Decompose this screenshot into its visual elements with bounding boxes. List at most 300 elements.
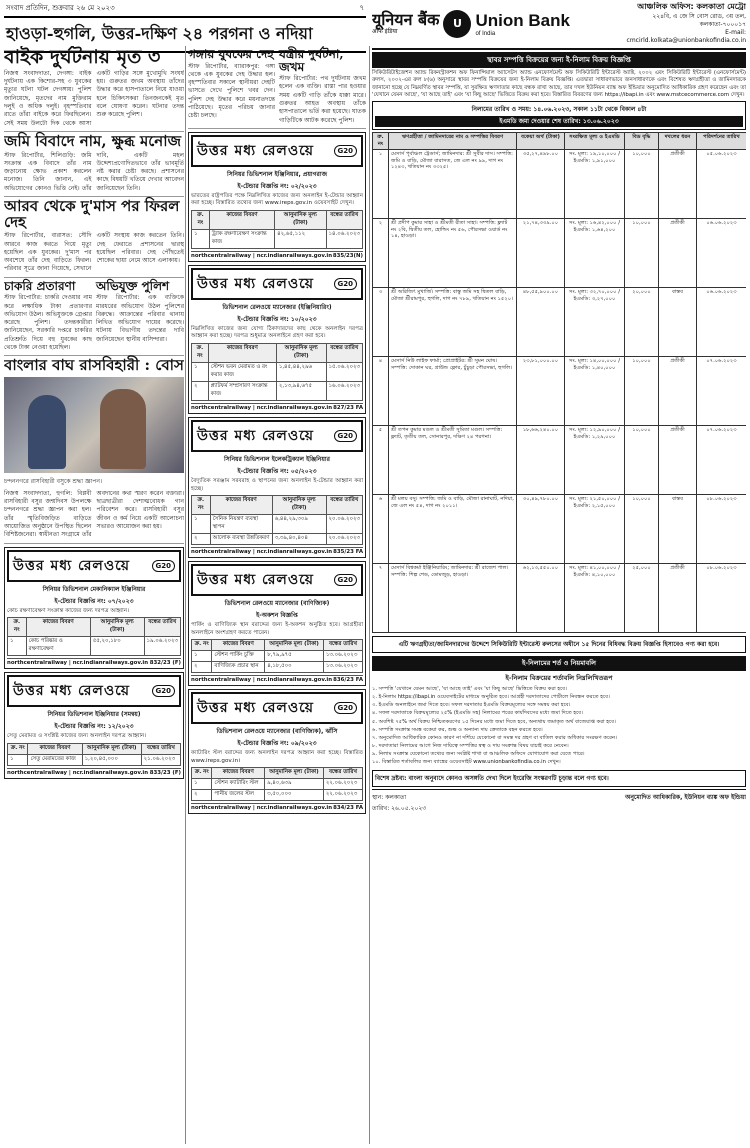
cell-value: ২,১৩,৯৪,৬৭৫ [276,381,326,400]
tender-footer [7,658,181,666]
notice-body: সিকিউরিটাইজেশন অ্যান্ড রিকনস্ট্রাকশন অফ ফিনান্সিয়াল অ্যাসেটস অ্যান্ড এনফোর্সমেন্ট অফ সিকিউরিটি ইন্টারেস্ট অ্যাক্ট, ২০০২ এবং সিকিউরিটি ইন্টারেস্ট (এনফোর্সমেন্ট) রুলস, ২০০২-এর রুল ৮(৬) অনুসারে স্থাবর সম্পত্তি বিক্রয়ের জন্য ই-নিলাম বিক্রয় বিজ্ঞপ্তি। এতদ্বারা সাধারণভাবে জনসাধারণকে এবং বিশেষত ঋণগ্রহীতা ও জামিনদারকে জানানো হচ্ছে যে নিম্নবর্ণিত স্থাবর সম্পত্তি, যা সুরক্ষিত ঋণদাতার কাছে বন্ধক রাখা আছে, তার দখল ইউনিয়ন ব্যাঙ্ক অফ ইন্ডিয়ার অনুমোদিত আধিকারিক গ্রহণ করেছেন এবং তা 'যেখানে যেমন আছে', 'যা আছে তাই' এবং 'যা কিছু আছে' ভিত্তিতে বিক্রয় করা হবে। বিস্তারিত বিবরণের জন্য https://ibapi.in এবং www.mstcecommerce.com দেখুন। [372,70,746,99]
tender-footer [191,803,363,811]
cell-amount: ৪৮,৫৫,৯০০.০০ [517,287,565,356]
term-item: ১. সম্পত্তি 'যেখানে যেমন আছে', 'যা আছে তাই' এবং 'যা কিছু আছে' ভিত্তিতে বিক্রয় করা হবে। [372,685,567,692]
headline: চাকরি প্রতারণা [4,278,76,293]
cell-desc: স্টেশন পার্কিং চুক্তি [212,651,265,662]
railway-handles: northcentralrailway | ncr.indianrailways.gov.in [191,404,333,411]
tender-footer [191,547,363,555]
table-row [192,229,363,248]
page-number: ৭ [359,4,364,12]
cell-desc: মেসার্স পূর্বাঞ্চল ট্রেডার্স; জামিনদার: শ্রী সুবীর দাস। সম্পত্তি: জমি ও বাড়ি, মৌজা বারাসত, জে এল নং ৯৯, দাগ নং ১২৪৩, খতিয়ান নং ৩৩২৫। [389,149,517,218]
cell-desc: আলোক ব্যবস্থা উন্নতিকরণ [210,534,272,545]
ad-code: 836/23 FA [333,677,363,684]
cell-date: ২০.০৬.২০২৩ [326,515,363,534]
table-row [192,362,363,381]
table-header-row [192,768,363,779]
article-body-returned [4,197,184,278]
article-body: স্টাফ রিপোর্টার, ব্যারাকপুর: গঙ্গা থেকে এক যুবকের দেহ উদ্ধার হল। বৃহস্পতিবার সকালে স্থানীয়রা দেহটি ভাসতে দেখে পুলিশে খবর দেন। পুলিশ দেহ উদ্ধার করে ময়নাতদন্তে পাঠিয়েছে। মৃতের পরিচয় জানার চেষ্টা চলছে। [188,62,275,120]
notice-title: স্থাবর সম্পত্তি বিক্রয়ের জন্য ই-নিলাম বিক্রয় বিজ্ঞপ্তি [372,52,746,68]
cell-value: ৪২,৬৫,১১২ [275,229,326,248]
cell-amount: ২১,৭৪,৩৩৯.০০ [517,218,565,287]
cell-date: ২২.০৬.২০২৩ [323,790,362,801]
col-sl: ক্র. নং [192,768,212,779]
table-header-row [373,133,747,150]
g20-logo-icon: G20 [152,685,176,697]
railway-header [191,564,363,596]
railway-name: উত্তর মধ্য রেলওয়ে [197,142,315,159]
cell-sl: ১ [8,754,28,765]
office-address: ২২৪বি, এ জে সি বোস রোড, ৩য় তল, কলকাতা-৭০০০১৭ [652,12,746,28]
article-bike-accident [4,46,184,132]
cell-sl: ৩ [373,287,389,356]
tender-authority: সিনিয়র ডিভিশনাল ইঞ্জিনিয়ার (সমন্বয়) [47,711,141,719]
article-body: স্টাফ রিপোর্টার, বারাসত: সৌদি আরবে কাজ করতে গিয়ে মৃত্যু হয়েছিল এক যুবকের। দু'মাস পর অবশেষে তাঁর দেহ বাড়িতে ফিরল। পরিবার সূত্রে জানা গিয়েছে, সেখানে একটি সংস্থায় কাজ করতেন তিনি। দেহ ফেরাতে প্রশাসনের দ্বারস্থ হয়েছিল পরিবার। দেহ পৌঁছতেই শোকের ছায়া নেমে আসে এলাকায়। [4,232,184,273]
terms-subtitle: ই-নিলাম বিক্রয়ের শর্তাবলি নিম্নলিখিতরূপ [505,673,613,682]
tender-footer [191,675,363,683]
tender-table [191,767,363,801]
cell-sl: ২ [192,790,212,801]
cell-possession: প্রতীকী [659,356,697,425]
bank-hindi-name [372,12,439,35]
cell-inspection: ০৮.০৬.২০২৩ [697,563,747,632]
cell-value: ৪,১৮,৫০০ [265,662,324,673]
cell-inspection: ০৫.০৬.২০২৩ [697,149,747,218]
notice-date: তারিখ: ২৬.০৫.২০২৩ [372,804,427,812]
bank-logo-icon: U [443,10,471,38]
railway-tender-ad [188,561,366,686]
headline: গঙ্গায় যুবকের দেহ [188,47,274,61]
photo-figure [28,395,66,469]
tender-table [191,639,363,673]
table-row [8,754,181,765]
table-header-row [192,343,363,362]
headline: বাংলার বাঘ রাসবিহারী : বোস [4,356,184,375]
terms-list [372,686,746,767]
railway-header [191,692,363,724]
signatory: অনুমোদিত আধিকারিক, ইউনিয়ন ব্যাঙ্ক অফ ইন্ডিয়া [625,793,746,801]
section-title-text: হাওড়া-হুগলি, উত্তর-দক্ষিণ ২৪ পরগনা ও নদিয়া [6,24,313,43]
cell-bid: ২৫,০০০ [625,563,659,632]
table-row [373,563,747,632]
cell-reserve: সং. মূল্য: ৪১,০০,০০০ / ইএমডি: ৪,১০,০০০ [565,563,625,632]
emd-line: ইএমডি জমা দেওয়ার শেষ তারিখ: ১৩.০৬.২০২৩ [375,116,743,127]
cell-value: ১,৪৫,৪৪,২৯৬ [276,362,326,381]
cell-value: ৩,৩৯,৪০,৪০৪ [272,534,326,545]
table-row [192,651,363,662]
photo-caption: চন্দননগরে রাসবিহারী বসুকে শ্রদ্ধা জ্ঞাপন। [4,477,103,485]
col-desc: কাজের বিবরণ [209,210,274,229]
table-header-row [192,210,363,229]
col-value: আনুমানিক মূল্য (টাকা) [82,743,141,754]
cell-desc: ট্র্যাক রক্ষণাবেক্ষণ সংক্রান্ত কাজ [209,229,274,248]
railway-tender-ad [188,417,366,558]
tender-authority: ডিভিশনাল রেলওয়ে ম্যানেজার (বাণিজ্যিক), ঝাঁসি [216,728,338,736]
cell-desc: সেতু মেরামতের কাজ [28,754,82,765]
table-row [373,494,747,563]
cell-inspection: ০৬.০৬.২০২৩ [697,218,747,287]
cell-amount: ৬২,১৩,৫৫০.০০ [517,563,565,632]
cell-sl: ৪ [373,356,389,425]
bank-hindi-title: यूनियन बैंक [372,10,440,30]
railway-tender-ad [4,672,184,779]
cell-sl: ৭ [373,563,389,632]
headline: বাইক দুর্ঘটনায় মৃত ৩ [4,46,161,68]
cell-inspection: ০৬.০৬.২০২৩ [697,287,747,356]
col-desc: কাজের বিবরণ [212,640,265,651]
cell-desc: শ্রী অরিজিৎ মুখার্জি। সম্পত্তি: বাস্তু জমি সহ দ্বিতল বাড়ি, মৌজা শ্রীরামপুর, হুগলি, দাগ নং ৭৮৯, খতিয়ান নং ১৫২০। [389,287,517,356]
cell-desc: কোচ পরিষ্কার ও রক্ষণাবেক্ষণ [26,637,90,656]
tender-authority: ডিভিশনাল রেলওয়ে ম্যানেজার (বাণিজ্যিক) [224,600,330,608]
cell-possession: প্রতীকী [659,149,697,218]
statutory-note: এটি ঋণগ্রহীতা/জামিনদারদের উদ্দেশে সিকিউরিটি ইন্টারেস্ট রুলসের অধীনে ১৫ দিনের বিধিবদ্ধ বিক্রয় বিজ্ঞপ্তি হিসাবেও গণ্য করা হবে। [372,636,746,653]
tender-footer [191,251,363,259]
railway-handles: northcentralrailway | ncr.indianrailways.gov.in [7,769,149,776]
cell-possession: বাস্তব [659,494,697,563]
tender-table [7,743,181,766]
article-land-dispute [4,132,184,197]
col-header: সংরক্ষিত মূল্য ও ইএমডি [565,133,625,150]
tender-table [191,495,363,545]
cell-sl: ২ [192,381,209,400]
railway-tender-ad [188,265,366,414]
cell-reserve: সং. মূল্য: ১২,৯০,০০০ / ইএমডি: ১,২৯,০০০ [565,425,625,494]
col-header: ঋণগ্রহীতা / জামিনদারের নাম ও সম্পত্তির বিবরণ [389,133,517,150]
col-value: আনুমানিক মূল্য (টাকা) [265,768,324,779]
cell-date: ১৬.০৬.২০২৩ [326,381,362,400]
cell-desc: সৈনিক নিয়ন্ত্রণ ব্যবস্থা স্থাপন [210,515,272,534]
auction-date-band [372,101,746,130]
col-desc: কাজের বিবরণ [208,343,276,362]
col-desc: কাজের বিবরণ [26,618,90,637]
term-item: ৫. অবশিষ্ট ৭৫% অর্থ বিক্রয় নিশ্চিতকরণের ১৫ দিনের মধ্যে জমা দিতে হবে, অন্যথায় জমাকৃত অর্থ বাজেয়াপ্ত করা হবে। [372,718,616,725]
cell-possession: প্রতীকী [659,563,697,632]
table-row [192,534,363,545]
tender-footer [191,403,363,411]
cell-sl: ১ [192,651,212,662]
warning-note: বিশেষ দ্রষ্টব্য: বাংলা অনুবাদে কোনও অসঙ্গতি দেখা দিলে ইংরেজি সংস্করণটি চূড়ান্ত বলে গণ্য হবে। [372,770,746,787]
cell-sl: ১ [192,515,211,534]
article-body: স্টাফ রিপোর্টার: চাকরি দেওয়ার নাম করে লক্ষাধিক টাকা প্রতারণার অভিযোগ উঠল। অভিযুক্তকে গ্রেপ্তার করেছে পুলিশ। তদন্তকারীরা জানিয়েছেন, সরকারি দপ্তরে চাকরির প্রতিশ্রুতি দিয়ে বহু যুবকের কাছ থেকে টাকা নেওয়া হয়েছিল। [4,294,92,351]
tender-ref: ই-টেন্ডার বিজ্ঞপ্তি নং: ০৭/২০২৩ [54,597,134,605]
term-item: ২. ই-নিলাম https://ibapi.in ওয়েবসাইটের মাধ্যমে অনুষ্ঠিত হবে। আগ্রহী দরদাতাদের পোর্টালে নিবন্ধন করতে হবে। [372,694,610,701]
ad-code: 832/23 (F) [149,660,181,667]
tender-authority: সিনিয়র ডিভিশনাল মেকানিক্যাল ইঞ্জিনিয়ার [42,585,146,593]
cell-value: ৫৫,২০,১৮০ [90,637,144,656]
cell-sl: ১ [192,362,209,381]
railway-name: উত্তর মধ্য রেলওয়ে [197,700,315,717]
tender-ref: ই-টেন্ডার বিজ্ঞপ্তি নং: ১০/২০২৩ [237,315,317,323]
cell-desc: পানীয় জলের স্টল [212,790,265,801]
cell-bid: ২০,০০০ [625,287,659,356]
term-item: ৮. দরদাতারা নিলামের আগে নিজ দায়িত্বে সম্পত্তির স্বত্ব ও দায় সংক্রান্ত বিষয় যাচাই করে নেবেন। [372,743,569,750]
railway-header [191,420,363,452]
table-row [192,662,363,673]
cell-inspection: ০৭.০৬.২০২৩ [697,425,747,494]
tender-body: সেতু মেরামত ও সংশ্লিষ্ট কাজের জন্য অনলাইন দরপত্র আহ্বান। [7,733,147,740]
tender-table [7,617,181,656]
bank-header [372,2,746,50]
table-header-row [8,743,181,754]
cell-bid: ১০,০০০ [625,494,659,563]
tender-body: নিম্নলিখিত কাজের জন্য যোগ্য ঠিকাদারদের কাছ থেকে অনলাইন দরপত্র আহ্বান করা হচ্ছে। দরপত্র শুধুমাত্র অনলাইনে গ্রহণ করা হবে। [191,325,363,340]
cell-value: ৬,৪৪,২৯,৩০৯ [272,515,326,534]
cell-possession: প্রতীকী [659,425,697,494]
article-body: স্টাফ রিপোর্টার: এক ব্যক্তিকে মারধরের অভিযোগ উঠল পুলিশের বিরুদ্ধে। আক্রান্তের পরিবার থানায় লিখিত অভিযোগ দায়ের করেছে। ঘটনায় বিভাগীয় তদন্তের দাবি জানিয়েছেন স্থানীয় বাসিন্দারা। [96,294,184,343]
cell-date: ১৫.০৬.২০২৩ [326,362,362,381]
cell-inspection: ০৮.০৬.২০২৩ [697,494,747,563]
tender-ref: ই-টেন্ডার বিজ্ঞপ্তি নং: ০৫/২০২৩ [237,467,317,475]
article-body: স্টাফ রিপোর্টার, শিলিগুড়ি: জমি সংক্রান্ত এক বিবাদে তাঁর নাম জড়ানোয় ক্ষোভ প্রকাশ করলেন মনোজ। তিনি জানান, এই অভিযোগের কোনও ভিত্তি নেই। তাঁর দাবি, একটি মহল উদ্দেশ্যপ্রণোদিতভাবে তাঁর ভাবমূর্তি নষ্ট করার চেষ্টা করছে। প্রশাসনের কাছে বিষয়টি খতিয়ে দেখার আবেদন জানিয়েছেন তিনি। [4,151,184,192]
cell-possession: প্রতীকী [659,218,697,287]
term-item: ৯. নিলাম সংক্রান্ত যেকোনো তথ্যের জন্য সংশ্লিষ্ট শাখা বা আঞ্চলিক অফিসে যোগাযোগ করা যেতে পারে। [372,751,585,758]
ad-code: 835/23 FA [333,549,363,556]
office-title: আঞ্চলিক অফিস: কলকাতা মেট্রো [637,2,746,11]
g20-logo-icon: G20 [334,278,358,290]
cell-date: ১৩.০৬.২০২৩ [323,651,362,662]
cell-value: ১,২০,৪৫,০০০ [82,754,141,765]
cell-desc: শ্রী মলয় বসু। সম্পত্তি: জমি ও বাড়ি, মৌজা রানাঘাট, নদিয়া, জে এল নং ৫৪, দাগ নং ২০১১। [389,494,517,563]
table-row [8,637,181,656]
tender-body: ক্যাটারিং স্টল বরাদ্দের জন্য অনলাইন দরপত্র আহ্বান করা হচ্ছে। বিস্তারিত www.ireps.gov.in। [191,750,363,764]
railway-name: উত্তর মধ্য রেলওয়ে [13,683,131,700]
railway-header [191,268,363,300]
col-sl: ক্র. নং [8,743,28,754]
headline: আরব থেকে দু'মাস পর ফিরল দেহ [4,196,180,231]
article-body: স্টাফ রিপোর্টার: পথ দুর্ঘটনায় জখম হলেন এক ব্যক্তি। রাস্তা পার হওয়ার সময় একটি গাড়ি তাঁকে ধাক্কা মারে। গুরুতর আহত অবস্থায় তাঁকে হাসপাতালে ভর্তি করা হয়েছে। ঘাতক গাড়িটিকে আটক করেছে পুলিশ। [279,75,366,124]
tender-footer [7,768,181,776]
col-date: বন্ধের তারিখ [144,618,180,637]
article-body: নিজস্ব সংবাদদাতা, দেগঙ্গা: বাইক দুর্ঘটনায় এক কিশোর-সহ ৩ যুবকের মৃত্যুর ঘটনা ঘটল দেগঙ্গায়। পুলিশ জানিয়েছে, মৃতদের নাম মুক্তিরাম দলুই ও অধিক দলুই। বৃহস্পতিবার রাতে তাঁরা বাইকে করে ফিরছিলেন। সেই সময় উলটো দিক থেকে আসা একটি গাড়ির সঙ্গে মুখোমুখি সংঘর্ষ হয়। গুরুতর জখম অবস্থায় তাঁদের উদ্ধার করে হাসপাতালে নিয়ে যাওয়া হলে চিকিৎসকরা তিনজনকেই মৃত বলে ঘোষণা করেন। ঘটনার তদন্ত শুরু করেছে পুলিশ। [4,69,184,127]
cell-date: ২২.০৬.২০২৩ [323,779,362,790]
tender-ref: ই-টেন্ডার বিজ্ঞপ্তি নং: ০৯/২০২৩ [237,740,317,748]
col-sl: ক্র. নং [192,343,209,362]
col-date: বন্ধের তারিখ [326,343,362,362]
article-road-accident [279,48,366,125]
col-sl: ক্র. নং [192,640,212,651]
tender-table [191,210,363,249]
cell-reserve: সং. মূল্য: ২১,৫০,০০০ / ইএমডি: ২,১৫,০০০ [565,494,625,563]
g20-logo-icon: G20 [334,574,358,586]
railway-tender-ad [4,547,184,670]
col-desc: কাজের বিবরণ [212,768,265,779]
bank-hindi-sub: ऑफ इंडिया [372,28,398,36]
col-value: আনুমানিক মূল্য (টাকা) [272,496,326,515]
terms-title: ই-নিলামের শর্ত ও নিয়মাবলি [372,656,746,671]
cell-desc: শ্রী তপন কুমার মণ্ডল ও শ্রীমতী সুমিতা মণ্ডল। সম্পত্তি: ফ্ল্যাট, তৃতীয় তল, সোনারপুর, দক্ষিণ ২৪ পরগনা। [389,425,517,494]
tender-authority: সিনিয়র ডিভিশনাল ইঞ্জিনিয়ার, প্রয়াগরাজ [227,170,327,178]
cell-desc: বাণিজ্যিক প্রচার স্থান [212,662,265,673]
cell-value: ৯,৪০,৬৩৯ [265,779,324,790]
col-date: বন্ধের তারিখ [326,496,363,515]
table-row [373,425,747,494]
cell-date: ২১.০৬.২০২৩ [141,754,180,765]
railway-handles: northcentralrailway | ncr.indianrailways.gov.in [191,252,333,259]
tender-body: ভারতের রাষ্ট্রপতির পক্ষে নিম্নলিখিত কাজের জন্য অনলাইন ই-টেন্ডার আহ্বান করা হচ্ছে। বিস্তারিত তথ্যের জন্য www.ireps.gov.in ওয়েবসাইট দেখুন। [191,192,363,207]
railway-header [191,135,363,167]
cell-desc: স্টেশন ভবন মেরামত ও রং করার কাজ [208,362,276,381]
table-row [192,790,363,801]
col-date: বন্ধের তারিখ [326,210,362,229]
regional-office [626,2,746,45]
cell-bid: ১০,০০০ [625,149,659,218]
term-item: ৪. সফল দরদাতাকে বিক্রয়মূল্যের ২৫% (ইএমডি সহ) নিলামের পরের কার্যদিবসের মধ্যে জমা দিতে হবে। [372,710,583,717]
cell-sl: ৬ [373,494,389,563]
railway-header [7,550,181,582]
news-column-middle [188,46,366,1144]
term-item: ৬. সম্পত্তি সংক্রান্ত সমস্ত বকেয়া কর, শুল্ক ও অন্যান্য দায় ক্রেতাকে বহন করতে হবে। [372,726,543,733]
col-header: পরিদর্শনের তারিখ [697,133,747,150]
column-divider [185,46,186,1144]
col-desc: কাজের বিবরণ [28,743,82,754]
tender-ref: ই-টেন্ডার বিজ্ঞপ্তি নং: ১২/২০২৩ [54,723,134,731]
table-header-row [192,496,363,515]
railway-handles: northcentralrailway | ncr.indianrailways.gov.in [191,805,333,812]
g20-logo-icon: G20 [334,430,358,442]
auction-table [372,132,746,633]
cell-date: ২০.০৬.২০২৩ [326,534,363,545]
article-job-fraud [4,278,184,356]
column-divider [369,46,370,1144]
cell-value: ৮,৭৯,৯৭৫ [265,651,324,662]
railway-handles: northcentralrailway | ncr.indianrailways.gov.in [191,677,333,684]
cell-desc: স্টেশন ক্যাটারিং স্টল [212,779,265,790]
notice-place: স্থান: কলকাতা [372,793,407,801]
railway-handles: northcentralrailway | ncr.indianrailways.gov.in [7,660,149,667]
headline: অভিযুক্ত পুলিশ [96,278,170,293]
table-row [373,149,747,218]
bank-english-name [475,11,569,37]
col-date: বন্ধের তারিখ [323,640,362,651]
date-line: সংবাদ প্রতিদিন, শুক্রবার ২৬ মে ২০২৩ [6,4,115,12]
railway-name: উত্তর মধ্য রেলওয়ে [197,572,315,589]
ad-code: 834/23 FA [333,805,363,812]
col-sl: ক্র. নং [8,618,27,637]
term-item: ১০. বিস্তারিত শর্তাবলির জন্য ব্যাঙ্কের ওয়েবসাইট www.unionbankofindia.co.in দেখুন। [372,759,561,766]
tender-body: কোচ রক্ষণাবেক্ষণ সংক্রান্ত কাজের জন্য দরপত্র আহ্বান। [7,607,130,614]
cell-bid: ১০,০০০ [625,218,659,287]
news-column-left [4,46,184,1144]
table-row [373,218,747,287]
article-body: নিজস্ব সংবাদদাতা, হুগলি: বিপ্লবী রাসবিহারী বসুর জন্মদিবস উপলক্ষে চন্দননগরে শ্রদ্ধা জ্ঞাপন করা হল। তাঁর স্মৃতিবিজড়িত বাড়িতে আয়োজিত অনুষ্ঠানে উপস্থিত ছিলেন বিশিষ্টজনেরা। স্বাধীনতা সংগ্রামে তাঁর অবদানের কথা স্মরণ করেন বক্তারা। ছাত্রছাত্রীরা দেশাত্মবোধক গান পরিবেশন করে। রাসবিহারী বসুর জীবন ও কর্ম নিয়ে একটি আলোচনা সভারও আয়োজন করা হয়। [4,489,184,539]
cell-bid: ১০,০০০ [625,425,659,494]
ad-code: 827/23 FA [333,404,363,411]
article-accused-police [96,280,184,352]
table-row [192,381,363,400]
cell-sl: ১ [192,779,212,790]
railway-handles: northcentralrailway | ncr.indianrailways.gov.in [191,549,333,556]
article-ganga-body [188,46,366,129]
tender-table [191,343,363,401]
term-item: ৩. ইএমডি অনলাইনে জমা দিতে হবে। সফল দরদাতার ইএমডি বিক্রয়মূল্যের সঙ্গে সমন্বয় করা হবে। [372,702,571,709]
cell-possession: বাস্তব [659,287,697,356]
cell-date: ১৩.০৬.২০২৩ [323,662,362,673]
col-date: বন্ধের তারিখ [323,768,362,779]
union-bank-notice [372,2,746,1144]
table-header-row [8,618,181,637]
col-header: বিড বৃদ্ধি [625,133,659,150]
cell-amount: ১৮,৬৬,২৪০.০০ [517,425,565,494]
term-item: ৭. অনুমোদিত আধিকারিক কোনও কারণ না দর্শিয়ে যেকোনো বা সমস্ত দর গ্রহণ বা বাতিল করার অধিকার সংরক্ষণ করেন। [372,734,617,741]
cell-sl: ১ [373,149,389,218]
cell-sl: ২ [192,662,212,673]
cell-sl: ১ [192,229,210,248]
cell-sl: ২ [373,218,389,287]
cell-reserve: সং. মূল্য: ১৬,৪২,০০০ / ইএমডি: ১,৬৪,২০০ [565,218,625,287]
cell-desc: প্ল্যাটফর্ম সম্প্রসারণ সংক্রান্ত কাজ [208,381,276,400]
cell-sl: ২ [192,534,211,545]
cell-date: ১৯.০৬.২০২৩ [144,637,180,656]
cell-sl: ৫ [373,425,389,494]
cell-desc: মেসার্স নিউ লাইফ ফার্মা; প্রোপ্রাইটর: শ্রী সুমন ঘোষ। সম্পত্তি: দোকান ঘর, গ্রাউন্ড ফ্লোর, চুঁচুড়া পৌরসভা, হুগলি। [389,356,517,425]
cell-reserve: সং. মূল্য: ১৯,১০,০০০ / ইএমডি: ১,৯১,০০০ [565,149,625,218]
col-value: আনুমানিক মূল্য (টাকা) [90,618,144,637]
g20-logo-icon: G20 [334,145,358,157]
ad-code: 833/23 (F) [149,769,181,776]
table-row [373,287,747,356]
col-date: বন্ধের তারিখ [141,743,180,754]
col-value: আনুমানিক মূল্য (টাকা) [276,343,326,362]
notice-footer [372,789,746,814]
col-sl: ক্র. নং [192,496,211,515]
cell-desc: শ্রী প্রদীপ কুমার সাহা ও শ্রীমতী রীতা সাহা। সম্পত্তি: ফ্ল্যাট নং ২বি, দ্বিতীয় তল, হোল্ডিং নং ৫৬, পৌরসভা ওয়ার্ড নং ১৪, হাওড়া। [389,218,517,287]
tender-body: বৈদ্যুতিক সরঞ্জাম সরবরাহ ও স্থাপনের জন্য অনলাইন ই-টেন্ডার আহ্বান করা হচ্ছে। [191,477,363,492]
ad-code: 835/23(N) [332,252,363,259]
railway-header [7,675,181,707]
railway-name: উত্তর মধ্য রেলওয়ে [197,275,315,292]
table-header-row [192,640,363,651]
col-sl: ক্র. নং [192,210,210,229]
railway-tender-ad [188,689,366,814]
railway-name: উত্তর মধ্য রেলওয়ে [13,557,131,574]
tender-authority: সিনিয়র ডিভিশনাল ইলেকট্রিক্যাল ইঞ্জিনিয়ার [224,455,330,463]
cell-value: ৩,৫০,০০০ [265,790,324,801]
railway-tender-ad [188,132,366,262]
col-desc: কাজের বিবরণ [210,496,272,515]
tender-ref: ই-টেন্ডার বিজ্ঞপ্তি নং: ০২/২০২৩ [237,182,317,190]
photo-figure [100,389,146,469]
tender-authority: ডিভিশনাল রেলওয়ে ম্যানেজার (ইঞ্জিনিয়ারিং) [222,303,332,311]
article-rashbehari-bose [4,356,184,543]
office-email: E-mail: cmcirld.kolkata@unionbankofindia.co.in [626,28,746,45]
cell-amount: ৩০,৪৯,৭৮০.০০ [517,494,565,563]
cell-amount: ২৩,৮১,০০০.০০ [517,356,565,425]
tender-body: পার্কিং ও বাণিজ্যিক স্থান বরাদ্দের জন্য ই-অকশন অনুষ্ঠিত হবে। আগ্রহীরা অনলাইনে অংশগ্রহণ করতে পারেন। [191,622,363,636]
cell-reserve: সং. মূল্য: ১৪,০০,০০০ / ইএমডি: ১,৪০,০০০ [565,356,625,425]
col-header: ক্র. নং [373,133,389,150]
auction-line: নিলামের তারিখ ও সময়: ১৪.০৬.২০২৩, সকাল ১১টা থেকে বিকাল ৪টা [471,106,647,114]
g20-logo-icon: G20 [334,702,358,714]
g20-logo-icon: G20 [152,560,176,572]
masthead [4,2,366,42]
headline: যন্ত্রীর দুর্ঘটনা, জখম [279,47,344,74]
col-header: বকেয়া অর্থ (টাকা) [517,133,565,150]
table-row [192,515,363,534]
news-photo [4,377,184,473]
headline: জমি বিবাদে নাম, ক্ষুব্ধ মনোজ [4,131,182,150]
col-value: আনুমানিক মূল্য (টাকা) [275,210,326,229]
table-row [373,356,747,425]
table-row [192,779,363,790]
cell-desc: মেসার্স বিশ্বকর্মা ইঞ্জিনিয়ারিং; জামিনদার: শ্রী রাজেশ পাল। সম্পত্তি: শিল্প শেড, ডোমজুড়, হাওড়া। [389,563,517,632]
railway-name: উত্তর মধ্য রেলওয়ে [197,427,315,444]
cell-amount: ৩৫,২৭,৪৯৮.০০ [517,149,565,218]
cell-reserve: সং. মূল্য: ৩২,৭০,০০০ / ইএমডি: ৩,২৭,০০০ [565,287,625,356]
tender-ref: ই-অকশন বিজ্ঞপ্তি [256,612,298,620]
cell-bid: ১০,০০০ [625,356,659,425]
cell-date: ১৪.০৬.২০২৩ [326,229,362,248]
cell-sl: ১ [8,637,27,656]
